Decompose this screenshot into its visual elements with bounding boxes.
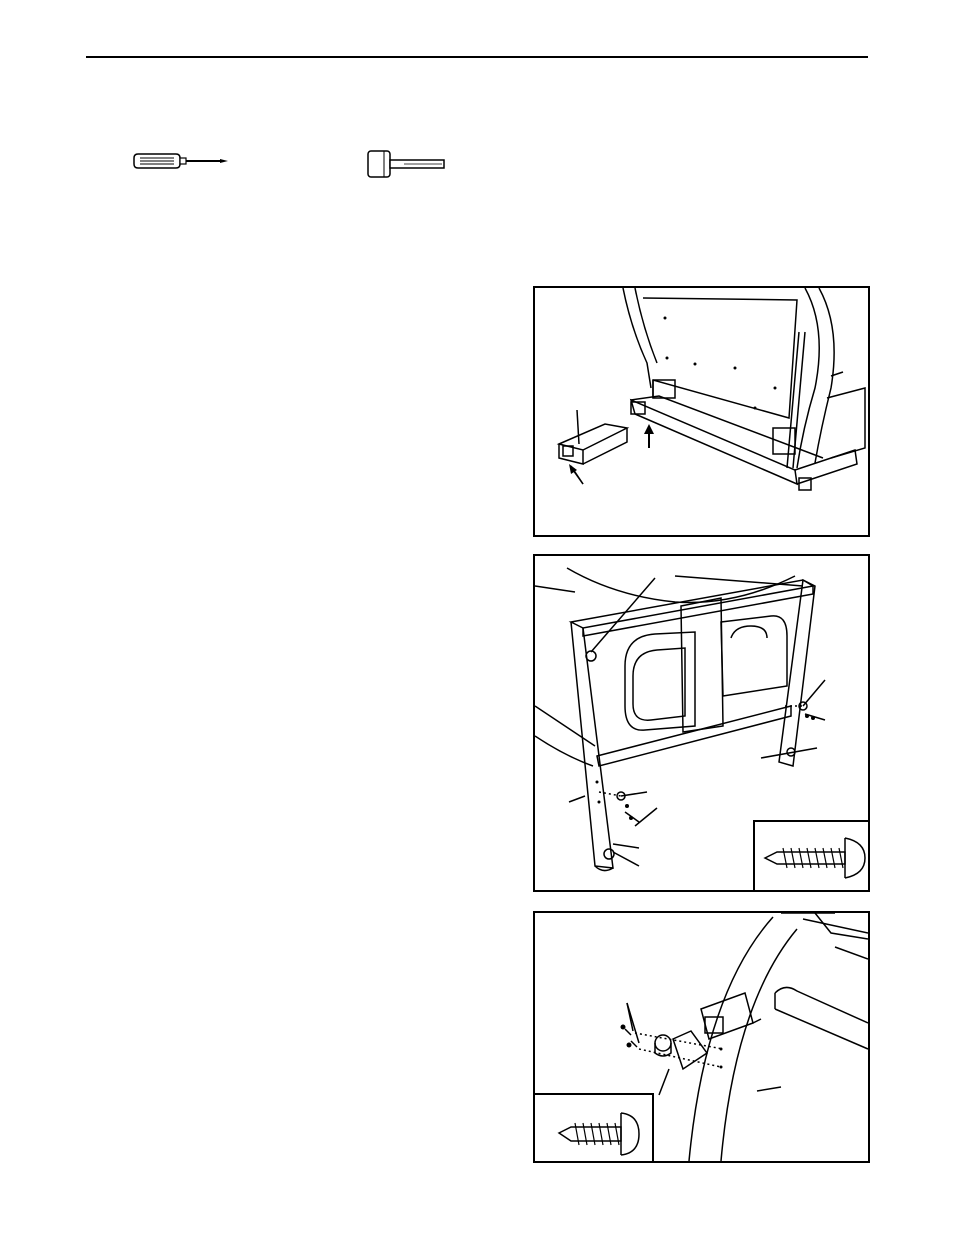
screw-icon [535,1095,652,1163]
screw-icon [755,822,870,892]
phillips-screwdriver-icon [132,150,232,172]
figure-1 [533,286,870,537]
rubber-mallet-icon [364,148,448,180]
header-rule [86,56,868,58]
figure-2 [533,554,870,892]
screw-detail-inset-2 [535,1093,654,1163]
screw-detail-inset [753,820,870,892]
figure-1-illustration [535,288,868,535]
figure-3 [533,911,870,1163]
